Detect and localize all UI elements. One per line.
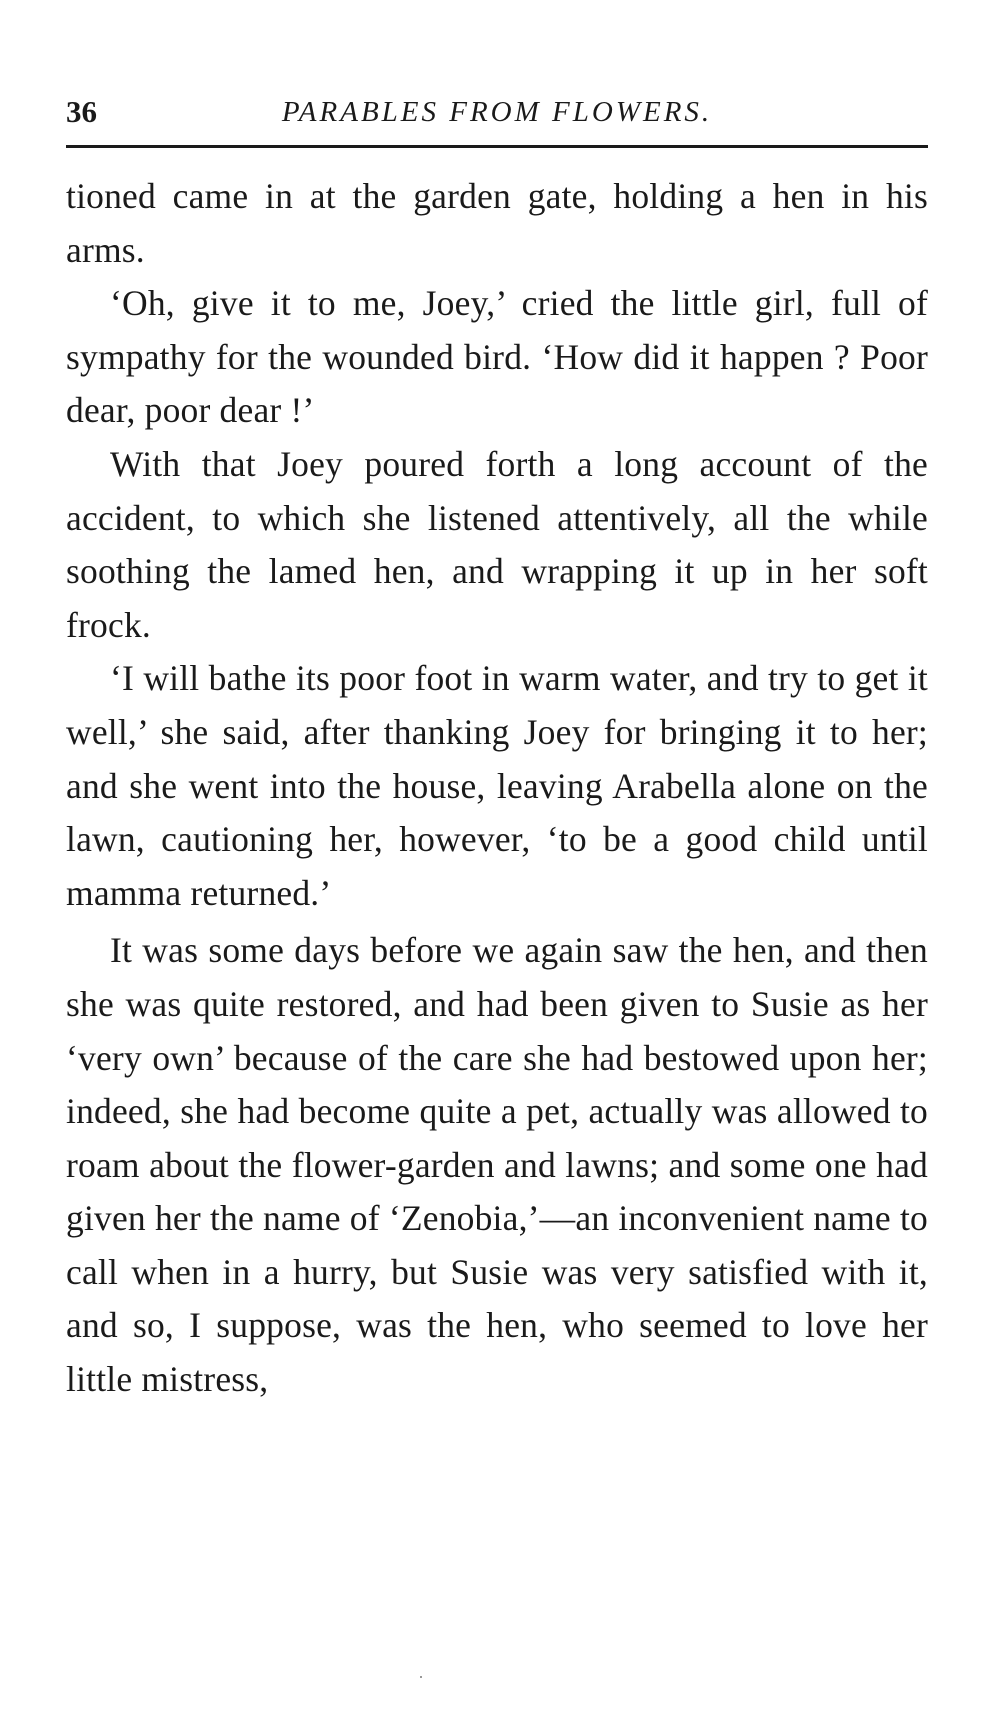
print-speck (420, 1676, 422, 1678)
paragraph-dialogue-oh-give-it: ‘Oh, give it to me, Joey,’ cried the little girl, full of sympathy for the wounded bird. ‘How did it happen ? Poor dear, poor dear !’ (66, 283, 928, 431)
paragraph-zenobia: It was some days before we again saw the hen, and then she was quite restored, and had been given to Susie as her ‘very own’ because of the care she had bestowed upon her; indeed, she had become quite a pet, actually was allowed to roam about the flower-garden and lawns; and some one had given her the name of ‘Zenobia,’—an inconvenient name to call when in a hurry, but Susie was very satisfied with it, and so, I suppose, was the hen, who seemed to love her little mistress, (66, 930, 928, 1400)
running-title: PARABLES FROM FLOWERS. (281, 96, 713, 128)
paragraph-joey-account: With that Joey poured forth a long account of the accident, to which she listened attentively, all the while soothing the lamed hen, and wrapping it up in her soft frock. (66, 443, 928, 645)
paragraph-bathe-foot: ‘I will bathe its poor foot in warm water, and try to get it well,’ she said, after thanking Joey for bringing it to her; and she went into the house, leaving Arabella alone on the lawn, cautioning her, however, ‘to be a good child until mamma returned.’ (66, 658, 928, 913)
page-number: 36 (66, 94, 97, 129)
paragraph-continuation: tioned came in at the garden gate, holding a hen in his arms. (66, 176, 928, 270)
running-head (66, 88, 928, 136)
header-rule (66, 145, 928, 148)
body-text (66, 170, 928, 1407)
